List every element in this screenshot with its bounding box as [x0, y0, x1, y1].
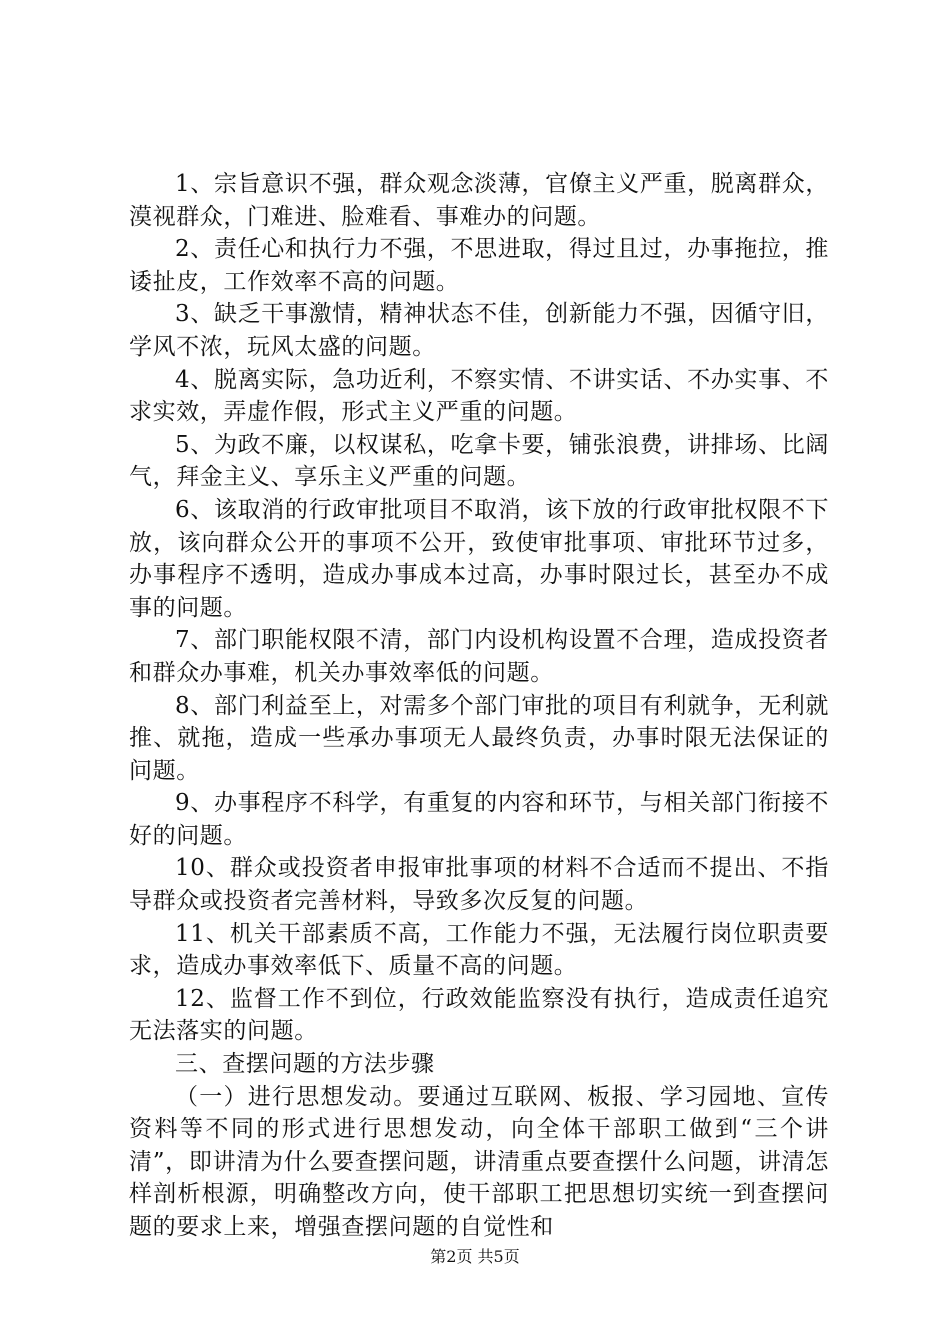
- paragraph-5: 5、为政不廉，以权谋私，吃拿卡要，铺张浪费，讲排场、比阔气，拜金主义、享乐主义严重的问题。: [129, 431, 829, 491]
- page-footer: 第2页 共5页: [430, 1247, 520, 1266]
- paragraph-11: 11、机关干部素质不高，工作能力不强，无法履行岗位职责要求，造成办事效率低下、质量不高的问题。: [129, 920, 829, 980]
- paragraph-3: 3、缺乏干事激情，精神状态不佳，创新能力不强，因循守旧，学风不浓，玩风太盛的问题。: [129, 301, 829, 360]
- paragraph-8: 8、部门利益至上，对需多个部门审批的项目有利就争，无利就推、就拖，造成一些承办事项无人最终负责，办事时限无法保证的问题。: [129, 692, 829, 784]
- paragraph-step-one: （一）进行思想发动。要通过互联网、板报、学习园地、宣传资料等不同的形式进行思想发动，向全体干部职工做到“三个讲清”，即讲清为什么要查摆问题，讲清重点要查摆什么问题，讲清怎样剖析根源，明确整改方向，使干部职工把思想切实统一到查摆问题的要求上来，增强查摆问题的自觉性和: [129, 1083, 829, 1240]
- paragraph-7: 7、部门职能权限不清，部门内设机构设置不合理，造成投资者和群众办事难，机关办事效率低的问题。: [129, 627, 829, 686]
- section-heading-methods: 三、查摆问题的方法步骤: [175, 1051, 435, 1078]
- document-body: [129, 168, 829, 1244]
- paragraph-1: 1、宗旨意识不强，群众观念淡薄，官僚主义严重，脱离群众，漠视群众，门难进、脸难看、事难办的问题。: [129, 171, 829, 230]
- paragraph-4: 4、脱离实际，急功近利，不察实情、不讲实话、不办实事、不求实效，弄虚作假，形式主义严重的问题。: [129, 366, 829, 426]
- paragraph-10: 10、群众或投资者申报审批事项的材料不合适而不提出、不指导群众或投资者完善材料，导致多次反复的问题。: [129, 855, 829, 915]
- paragraph-9: 9、办事程序不科学，有重复的内容和环节，与相关部门衔接不好的问题。: [129, 790, 829, 849]
- paragraph-12: 12、监督工作不到位，行政效能监察没有执行，造成责任追究无法落实的问题。: [129, 985, 829, 1045]
- paragraph-2: 2、责任心和执行力不强，不思进取，得过且过，办事拖拉，推诿扯皮，工作效率不高的问题。: [129, 236, 829, 295]
- paragraph-6: 6、该取消的行政审批项目不取消，该下放的行政审批权限不下放，该向群众公开的事项不公开，致使审批事项、审批环节过多，办事程序不透明，造成办事成本过高，办事时限过长，甚至办不成事的问题。: [129, 496, 829, 621]
